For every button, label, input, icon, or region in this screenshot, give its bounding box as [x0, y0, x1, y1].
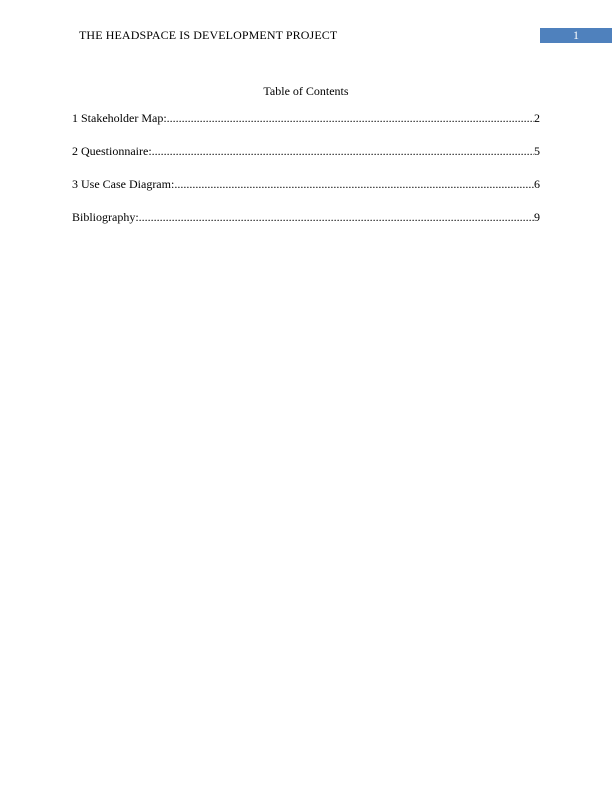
- toc-heading: Table of Contents: [263, 84, 349, 98]
- toc-entry-use-case-diagram[interactable]: [72, 177, 540, 192]
- toc-dot-leader: [152, 144, 534, 159]
- table-of-contents: [72, 111, 540, 243]
- toc-entry-page: 6: [534, 177, 540, 191]
- toc-dot-leader: [174, 177, 534, 192]
- toc-entry-label: Bibliography:: [72, 210, 139, 224]
- toc-entry-label: 1 Stakeholder Map:: [72, 111, 167, 125]
- toc-entry-questionnaire[interactable]: [72, 144, 540, 159]
- toc-dot-leader: [167, 111, 534, 126]
- toc-entry-page: 9: [534, 210, 540, 224]
- page-number-badge: 1: [540, 28, 612, 43]
- running-header-title: THE HEADSPACE IS DEVELOPMENT PROJECT: [79, 28, 338, 42]
- toc-entry-label: 2 Questionnaire:: [72, 144, 152, 158]
- toc-entry-stakeholder-map[interactable]: [72, 111, 540, 126]
- toc-entry-page: 2: [534, 111, 540, 125]
- toc-entry-page: 5: [534, 144, 540, 158]
- toc-dot-leader: [139, 210, 534, 225]
- toc-entry-bibliography[interactable]: [72, 210, 540, 225]
- toc-entry-label: 3 Use Case Diagram:: [72, 177, 175, 191]
